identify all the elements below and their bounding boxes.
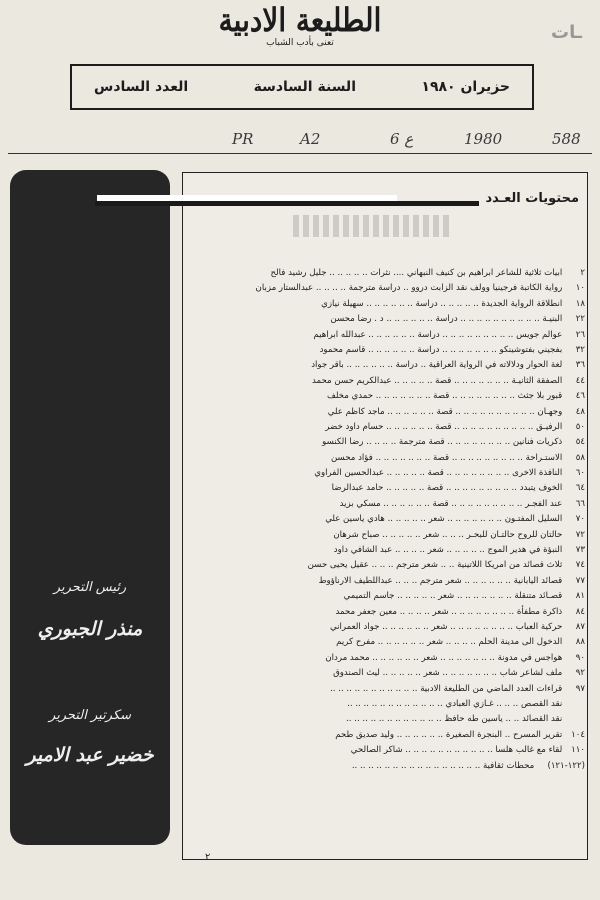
editor-label: رئيس التحرير — [53, 580, 127, 595]
toc-page: ٤٤ — [575, 375, 585, 386]
toc-list — [187, 266, 585, 774]
toc-entry — [187, 682, 585, 697]
toc-entry — [187, 297, 585, 312]
toc-page: ٧٣ — [575, 545, 585, 556]
toc-page: ٩٢ — [575, 668, 585, 679]
table-of-contents — [182, 172, 588, 860]
toc-entry — [187, 712, 585, 727]
toc-entry — [187, 451, 585, 466]
toc-page: ٦٦ — [575, 498, 585, 509]
toc-text: قراءات العدد الماضي من الطليعة الادبية .. .. .. .. .. .. .. .. .. .. .. — [330, 683, 563, 694]
toc-text: ثلاث قصائد من امريكا اللاتينية .. .. شعر مترجم .. .. .. عقيل يحيى حسن — [307, 560, 563, 571]
toc-title-bar — [95, 201, 491, 206]
toc-text: ذاكرة مطفأة .. .. .. .. .. .. .. .. شعر .. .. .. .. معين جعفر محمد — [335, 606, 563, 617]
bleed-through-text — [293, 215, 453, 237]
toc-text: الصفقة الثانيـة .. .. .. .. .. .. .. قصة .. .. .. .. .. عبدالكريم حسن محمد — [312, 375, 563, 386]
toc-entry — [187, 635, 585, 650]
divider-line — [8, 153, 592, 154]
toc-entry — [187, 328, 585, 343]
toc-entry — [187, 512, 585, 527]
toc-page: ٧٤ — [575, 560, 585, 571]
secretary-name: خضير عبد الامير — [26, 744, 154, 766]
toc-page: ٤٦ — [575, 391, 585, 402]
toc-text: نقد القصائد .. .. ياسين طه حافظ .. .. .. .. .. .. .. .. .. .. .. .. — [346, 714, 563, 725]
toc-entry — [187, 759, 585, 774]
toc-page: ٨٨ — [575, 637, 585, 648]
toc-entry — [187, 651, 585, 666]
toc-text: عند الفجـر .. .. .. .. .. .. .. .. .. قصة .. .. .. .. .. .. مسكي بزيد — [339, 498, 563, 509]
toc-text: قصـائد متنقلة .. .. .. .. .. .. .. شعر .. .. .. .. .. جاسم التميمي — [343, 591, 563, 602]
editorial-sidebar — [10, 170, 170, 845]
toc-page: ٤٨ — [575, 406, 585, 417]
toc-text: ذكريات فنانين .. .. .. .. .. .. .. .. قصة مترجمة .. .. .. .. رضا الكنسو — [322, 437, 563, 448]
toc-page: ١٠٤ — [571, 729, 585, 740]
toc-entry — [187, 343, 585, 358]
toc-text: محطات ثقافية .. .. .. .. .. .. .. .. .. .. .. .. .. .. .. .. — [351, 760, 535, 771]
decorative-corner-mark: ـات — [551, 22, 582, 43]
toc-text: بفجيني بفتوشينكو .. .. .. .. .. .. .. دراسة .. .. .. .. .. .. قاسم محمود — [319, 344, 563, 355]
toc-entry — [187, 435, 585, 450]
toc-page: ٨١ — [575, 591, 585, 602]
toc-entry — [187, 666, 585, 681]
toc-text: قصائد اليابانية .. .. .. .. .. .. شعر مترجم .. .. .. عبداللطيف الارناؤوط — [318, 575, 563, 586]
toc-entry — [187, 589, 585, 604]
issue-number: العدد السادس — [94, 79, 189, 95]
toc-page: ٩٧ — [575, 683, 585, 694]
toc-text: النبؤة في هدير الموج .. .. .. .. .. شعر .. .. .. .. عبد الشافي داود — [333, 545, 563, 556]
toc-page: ١٨ — [575, 298, 585, 309]
toc-page: ٧٢ — [575, 529, 585, 540]
toc-text: وجهـان .. .. .. .. .. .. .. .. .. .. قصة .. .. .. .. .. .. ماجد كاظم علي — [327, 406, 563, 417]
secretary-label: سكرتير التحرير — [49, 708, 131, 723]
issue-info-box — [70, 64, 534, 110]
page-number: ٢ — [205, 852, 211, 863]
archive-mark: 588 — [552, 130, 581, 148]
magazine-tagline: تعنى بأدب الشباب — [266, 38, 334, 48]
toc-entry — [187, 281, 585, 296]
toc-text: السليل المفتـون .. .. .. .. .. .. .. شعر .. .. .. .. .. هادي ياسين علي — [325, 514, 563, 525]
toc-entry — [187, 728, 585, 743]
toc-entry — [187, 312, 585, 327]
toc-text: نقد القصص .. .. .. غـازي العبادي .. .. .. .. .. .. .. .. .. .. .. .. — [347, 698, 563, 709]
toc-text: رواية الكاتبة فرجينيا وولف نقد الزابت دروو .. دراسة مترجمة .. .. .. .. عبدالستار مزبان — [255, 283, 563, 294]
issue-year: السنة السادسة — [253, 79, 356, 95]
toc-page: ٥٨ — [575, 452, 585, 463]
toc-entry — [187, 374, 585, 389]
toc-title: محتويات العـدد — [479, 191, 579, 206]
toc-page: ٧٠ — [575, 514, 585, 525]
archive-mark: 6 ع — [390, 130, 414, 148]
toc-entry — [187, 420, 585, 435]
toc-page: ٥٠ — [575, 421, 585, 432]
toc-text: الخوف يتبدد .. .. .. .. .. .. .. .. .. قصة .. .. .. .. .. حامد عبدالرضا — [331, 483, 563, 494]
toc-entry — [187, 497, 585, 512]
toc-title-bar-highlight — [97, 195, 397, 201]
toc-entry — [187, 574, 585, 589]
archive-mark: A2 — [300, 130, 321, 148]
toc-text: قبور بلا جثث .. .. .. .. .. .. .. .. قصة .. .. .. .. .. .. .. حمدي مخلف — [326, 391, 563, 402]
toc-entry — [187, 528, 585, 543]
toc-entry — [187, 358, 585, 373]
toc-page: ٢٢ — [575, 314, 585, 325]
toc-text: عوالم جويس .. .. .. .. .. .. .. .. .. دراسة .. .. .. .. .. .. عبدالله ابراهيم — [313, 329, 563, 340]
toc-page: ٢ — [580, 268, 585, 278]
toc-page: ٣٢ — [575, 344, 585, 355]
toc-page: ٩٠ — [575, 652, 585, 663]
toc-page: (١٢٢-١٢١) — [547, 760, 585, 771]
toc-page: ٦٠ — [575, 468, 585, 479]
toc-page: ٢٦ — [575, 329, 585, 340]
toc-entry — [187, 605, 585, 620]
toc-page: ٦٤ — [575, 483, 585, 494]
toc-page: ١١٠ — [571, 745, 585, 756]
toc-text: ابيات ثلاثية للشاعر ابراهيم بن كنيف النبهاني .... نثرات .. .. .. .. .. جليل رشيد فالح — [270, 268, 563, 278]
toc-text: ملف لشاعر شاب .. .. .. .. .. .. .. شعر .. .. .. .. .. ليث الصندوق — [333, 668, 563, 679]
toc-text: النافذة الاخرى .. .. .. .. .. .. .. .. قصة .. .. .. .. .. عبدالحسين الفراوي — [314, 468, 563, 479]
toc-page: ٣٦ — [575, 360, 585, 371]
toc-text: البنيـة .. .. .. .. .. .. .. .. .. .. دراسة .. .. .. .. .. .. د . رضا محسن — [330, 314, 563, 325]
magazine-logo: الطليعة الادبية — [218, 1, 382, 40]
toc-text: الاستـراحة .. .. .. .. .. .. .. .. .. قصة .. .. .. .. .. .. .. فؤاد محسن — [331, 452, 563, 463]
editor-name: منذر الجبوري — [37, 618, 143, 640]
toc-text: حركية العباب .. .. .. .. .. .. .. .. شعر .. .. .. .. .. .. جواد العمراني — [329, 621, 563, 632]
issue-date: حزيران ١٩٨٠ — [421, 79, 510, 95]
toc-page: ٧٧ — [575, 575, 585, 586]
toc-text: لقاء مع غالب هلسا .. .. .. .. .. .. .. .. .. .. .. شاكر الصالحي — [350, 745, 563, 756]
archive-mark: 1980 — [464, 130, 503, 148]
toc-text: هواجس في مدونة .. .. .. .. .. .. .. شعر .. .. .. .. .. .. محمد مردان — [325, 652, 563, 663]
archive-mark: PR — [232, 130, 254, 148]
toc-entry — [187, 405, 585, 420]
toc-entry — [187, 466, 585, 481]
toc-page: ٥٤ — [575, 437, 585, 448]
toc-text: الدخول الى مدينة الحلم .. .. .. .. شعر .. .. .. .. .. .. مفرح كريم — [336, 637, 563, 648]
toc-text: لغة الحوار ودلالاته في الرواية العراقية .. دراسة .. .. .. .. .. .. باقر جواد — [311, 360, 563, 371]
toc-entry — [187, 558, 585, 573]
toc-page: ٨٤ — [575, 606, 585, 617]
toc-entry — [187, 697, 585, 712]
toc-entry — [187, 389, 585, 404]
toc-page: ٨٧ — [575, 621, 585, 632]
toc-text: انطلاقة الرواية الجديدة .. .. .. .. .. دراسة .. .. .. .. .. .. سهيلة نيازي — [321, 298, 563, 309]
toc-entry — [187, 543, 585, 558]
toc-entry — [187, 620, 585, 635]
masthead — [0, 0, 600, 56]
toc-entry — [187, 743, 585, 758]
toc-page: ١٠ — [575, 283, 585, 294]
toc-entry — [187, 266, 585, 281]
toc-text: الرفيـق .. .. .. .. .. .. .. .. .. .. قصة .. .. .. .. .. .. حسام داود خضر — [325, 421, 563, 432]
toc-entry — [187, 481, 585, 496]
toc-text: حالتان للروح حالتـان للبحـر .. .. .. شعر .. .. .. .. .. صباح شرهان — [333, 529, 563, 540]
toc-text: تقرير المسرح .. البنجرة الصغيرة .. .. .. .. .. .. وليد صديق طحم — [335, 729, 563, 740]
